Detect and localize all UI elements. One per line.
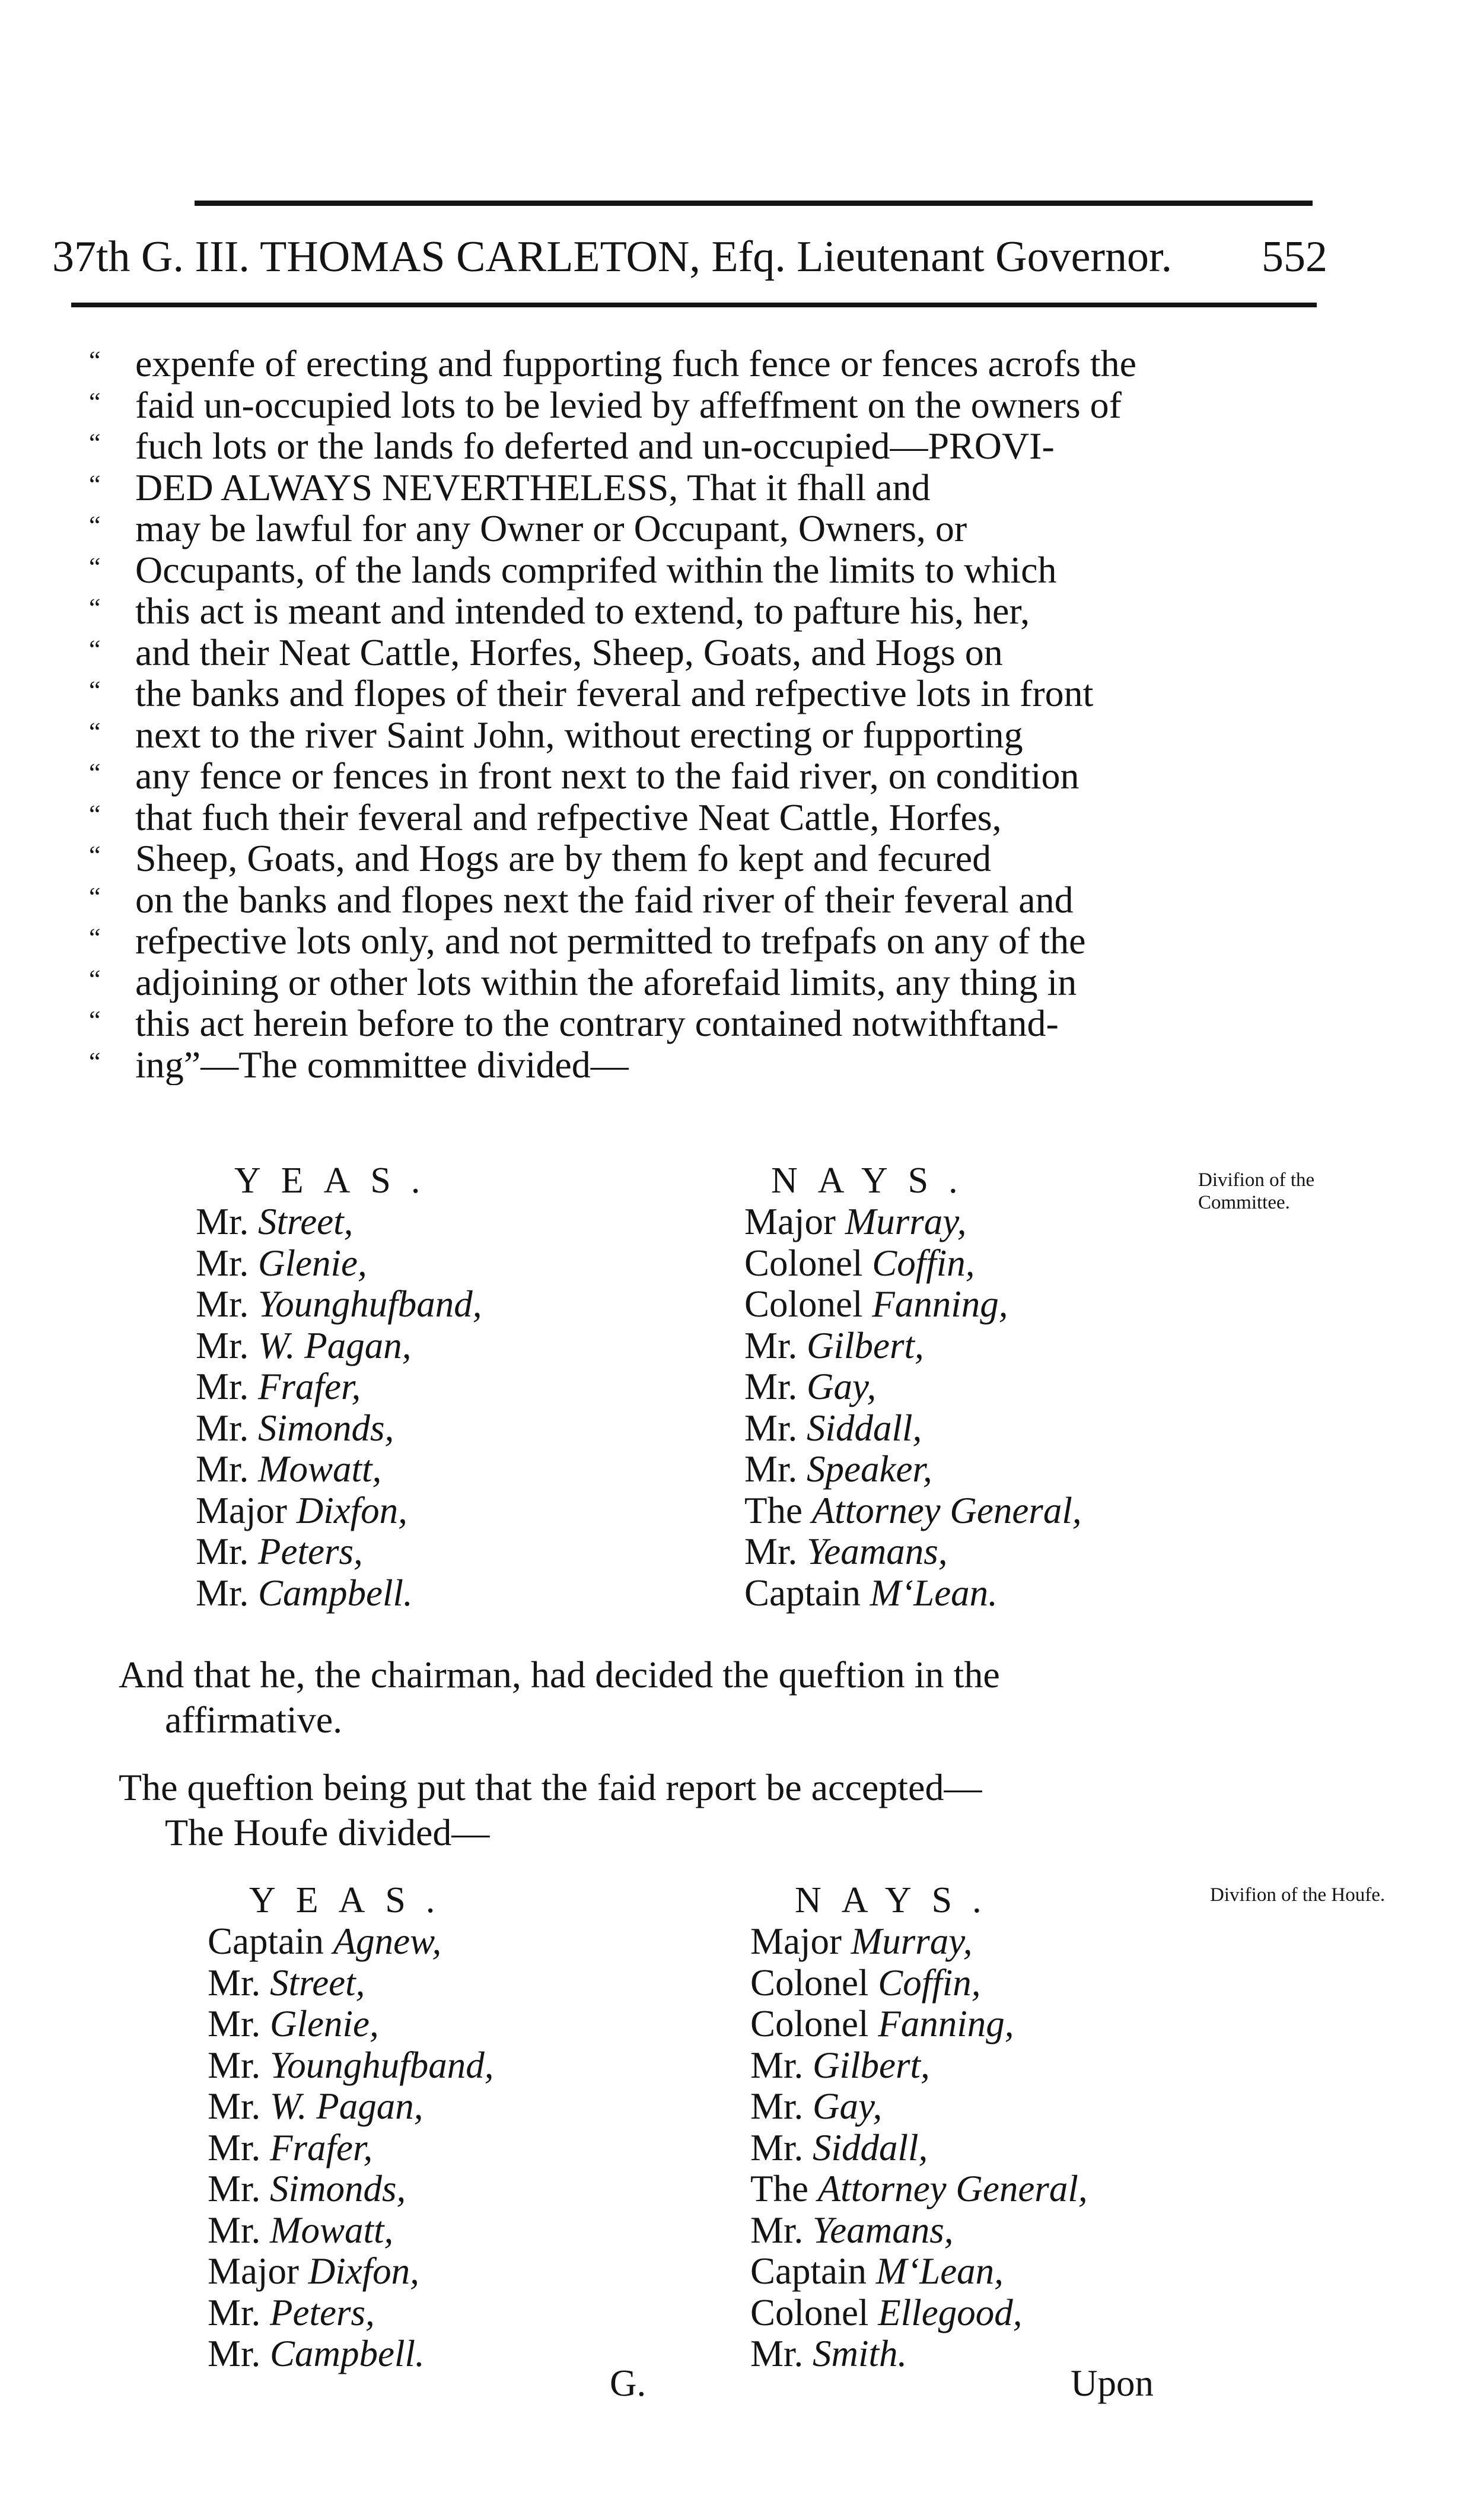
member-title: Mr. [196,1572,249,1614]
quote-mark: “ [89,717,101,746]
member-title: Major [750,1920,842,1962]
running-header [52,224,1327,290]
member-name: Attorney General, [811,1489,1082,1531]
quote-line [89,632,1180,673]
member-name: Gay, [813,2085,883,2127]
quote-line [89,673,1180,714]
member-name: Street, [270,1961,365,2004]
member-entry [196,1325,482,1367]
member-title: Captain [744,1572,861,1614]
member-title: Colonel [750,2291,869,2333]
member-entry [196,1243,482,1284]
member-title: Colonel [750,2003,869,2044]
member-title: Mr. [196,1283,249,1325]
house-nays-heading: NAYS. [795,1880,1002,1920]
paragraph-line: The Houfe divided— [165,1811,490,1853]
quote-mark: “ [89,593,101,622]
quote-line [89,590,1180,632]
member-name: W. Pagan, [258,1324,412,1366]
member-name: Coffin, [872,1242,975,1284]
quote-line-text: on the banks and flopes next the faid river of their feveral and [135,879,1074,920]
member-title: Mr. [750,2209,804,2251]
member-name: Glenie, [258,1242,367,1284]
member-entry [208,1921,494,1963]
quote-line [89,1003,1180,1044]
member-title: Mr. [750,2126,804,2168]
quote-mark: “ [89,1047,101,1076]
member-title: Mr. [208,2085,261,2127]
quote-mark: “ [89,841,101,870]
member-name: W. Pagan, [270,2085,423,2127]
quote-line-text: this act herein before to the contrary contained notwithftand- [135,1003,1059,1044]
page-number: 552 [1262,233,1327,281]
quote-line [89,343,1180,384]
quote-mark: “ [89,634,101,664]
quote-line [89,962,1180,1003]
member-name: Mowatt, [270,2209,394,2251]
member-title: Mr. [208,1961,261,2004]
quote-mark: “ [89,387,101,416]
question-put-paragraph [119,1765,1210,1855]
member-entry [744,1284,1082,1325]
quote-line-text: DED ALWAYS NEVERTHELESS, That it fhall and [135,466,931,508]
member-name: Simonds, [258,1407,394,1449]
quote-line-text: Sheep, Goats, and Hogs are by them fo kept and fecured [135,838,992,879]
quote-mark: “ [89,964,101,994]
quote-mark: “ [89,1006,101,1035]
quote-line [89,384,1180,426]
paragraph-line: And that he, the chairman, had decided the queftion in the [119,1654,1000,1696]
member-title: Mr. [208,2044,261,2086]
catchword: Upon [1071,2362,1154,2404]
member-entry [208,2045,494,2087]
member-name: Ellegood, [878,2291,1023,2333]
member-name: Murray, [851,1920,973,1962]
member-entry [744,1201,1082,1243]
quote-line [89,549,1180,591]
member-title: Mr. [750,2333,804,2374]
member-name: Gilbert, [813,2044,930,2086]
member-name: Agnew, [333,1920,442,1962]
house-yeas-heading: YEAS. [249,1880,456,1920]
committee-yeas-list [196,1201,482,1614]
paragraph-line: The queftion being put that the faid report be accepted— [119,1766,982,1808]
member-entry [208,2004,494,2045]
member-entry [196,1201,482,1243]
member-title: Mr. [196,1407,249,1449]
committee-nays-heading: NAYS. [771,1160,978,1201]
member-entry [750,2292,1088,2334]
member-entry [744,1573,1082,1614]
member-entry [208,2086,494,2128]
member-name: Glenie, [270,2003,379,2044]
member-entry [744,1366,1082,1408]
member-entry [744,1449,1082,1490]
member-entry [208,2168,494,2210]
quote-line-text: next to the river Saint John, without erecting or fupporting [135,714,1023,755]
member-title: Mr. [196,1448,249,1490]
quote-line-text: may be lawful for any Owner or Occupant, Owners, or [135,508,967,549]
quote-line-text: refpective lots only, and not permitted to trefpafs on any of the [135,920,1086,962]
member-entry [196,1408,482,1449]
member-name: M‘Lean. [870,1572,998,1614]
member-name: Yeamans, [813,2209,954,2251]
member-name: Gilbert, [807,1324,924,1366]
sidenote-committee-division: Divifion of the Committee. [1198,1169,1315,1213]
quote-mark: “ [89,552,101,581]
quote-mark: “ [89,346,101,375]
member-name: Fanning, [878,2003,1014,2044]
member-name: Fanning, [872,1283,1008,1325]
member-name: Coffin, [878,1961,981,2004]
member-name: Mowatt, [258,1448,382,1490]
member-entry [208,2251,494,2292]
member-title: Mr. [208,2333,261,2374]
member-name: Attorney General, [817,2168,1088,2209]
quote-line [89,508,1180,549]
quote-mark: “ [89,511,101,540]
quote-line-text: Occupants, of the lands comprifed within the limits to which [135,549,1057,590]
member-entry [750,2086,1088,2128]
member-title: Colonel [750,1961,869,2004]
member-entry [196,1449,482,1490]
member-title: Mr. [196,1201,249,1242]
member-entry [208,1963,494,2004]
member-name: Younghufband, [270,2044,494,2086]
quote-line-text: that fuch their feveral and refpective Neat Cattle, Horfes, [135,796,1002,838]
committee-yeas-heading: YEAS. [234,1160,441,1201]
chairman-decision-paragraph [119,1652,1210,1742]
member-name: Frafer, [258,1366,361,1407]
quote-line [89,920,1180,962]
member-name: Siddall, [813,2126,928,2168]
member-name: Dixfon, [296,1489,407,1531]
quoted-act-text [89,343,1180,1085]
member-title: Mr. [744,1531,798,1572]
paragraph-line: affirmative. [165,1699,343,1741]
running-header-title: 37th G. III. THOMAS CARLETON, Efq. Lieutenant Governor. [52,233,1173,281]
member-name: Gay, [807,1366,877,1407]
member-name: Siddall, [807,1407,922,1449]
quote-line-text: ing”—The committee divided— [135,1044,629,1085]
member-title: Mr. [744,1366,798,1407]
member-title: Mr. [750,2044,804,2086]
member-entry [750,1921,1088,1963]
member-title: Major [744,1201,836,1242]
member-title: Colonel [744,1283,863,1325]
member-entry [196,1284,482,1325]
member-name: Peters, [258,1531,363,1572]
member-entry [196,1366,482,1408]
member-title: Captain [208,1920,324,1962]
quote-mark: “ [89,758,101,787]
header-rule-top [195,201,1313,206]
member-entry [750,2251,1088,2292]
member-name: Peters, [270,2291,375,2333]
house-nays-list [750,1921,1088,2375]
member-entry [750,2333,1088,2375]
quote-line [89,1044,1180,1086]
quote-line-text: this act is meant and intended to extend, to pafture his, her, [135,590,1030,632]
member-name: Smith. [813,2333,907,2374]
header-rule-bottom [71,303,1317,307]
member-entry [744,1408,1082,1449]
member-entry [750,2210,1088,2252]
member-title: Mr. [744,1324,798,1366]
quote-line [89,467,1180,508]
member-title: Mr. [196,1324,249,1366]
quote-line-text: expenfe of erecting and fupporting fuch fence or fences acrofs the [135,343,1137,384]
member-title: The [744,1489,802,1531]
member-name: Younghufband, [258,1283,482,1325]
sidenote-house-division: Divifion of the Houfe. [1210,1884,1386,1906]
member-entry [744,1490,1082,1532]
member-name: Campbell. [270,2333,425,2374]
member-title: Mr. [208,2168,261,2209]
member-name: Campbell. [258,1572,413,1614]
member-name: Street, [258,1201,354,1242]
member-title: Major [196,1489,287,1531]
member-title: Colonel [744,1242,863,1284]
quote-line-text: and their Neat Cattle, Horfes, Sheep, Goats, and Hogs on [135,631,1003,673]
member-entry [208,2128,494,2169]
quote-line [89,714,1180,756]
quote-line [89,879,1180,921]
member-name: Frafer, [270,2126,373,2168]
member-entry [750,1963,1088,2004]
member-entry [750,2004,1088,2045]
member-entry [208,2292,494,2334]
signature-mark: G. [610,2362,647,2404]
member-name: Murray, [845,1201,967,1242]
member-entry [208,2333,494,2375]
quote-line-text: any fence or fences in front next to the faid river, on condition [135,755,1079,797]
member-name: Simonds, [270,2168,406,2209]
member-title: Captain [750,2250,867,2292]
member-name: Yeamans, [807,1531,948,1572]
quote-line [89,425,1180,467]
member-title: Mr. [750,2085,804,2127]
quote-line-text: the banks and flopes of their feveral and refpective lots in front [135,673,1094,714]
committee-nays-list [744,1201,1082,1614]
member-title: Mr. [208,2291,261,2333]
house-yeas-list [208,1921,494,2375]
quote-mark: “ [89,923,101,952]
quote-line-text: faid un-occupied lots to be levied by affeffment on the owners of [135,384,1122,425]
member-entry [750,2045,1088,2087]
member-entry [750,2168,1088,2210]
member-entry [744,1243,1082,1284]
member-entry [750,2128,1088,2169]
member-title: Mr. [208,2126,261,2168]
member-title: Mr. [744,1448,798,1490]
member-title: Mr. [208,2003,261,2044]
member-name: Dixfon, [308,2250,419,2292]
member-entry [744,1325,1082,1367]
quote-mark: “ [89,882,101,911]
member-entry [744,1531,1082,1573]
member-title: Mr. [196,1242,249,1284]
member-name: M‘Lean, [875,2250,1004,2292]
quote-line-text: adjoining or other lots within the aforefaid limits, any thing in [135,961,1077,1003]
member-entry [196,1531,482,1573]
member-title: Mr. [196,1531,249,1572]
member-title: Mr. [744,1407,798,1449]
quote-mark: “ [89,469,101,499]
member-name: Speaker, [807,1448,932,1490]
quote-mark: “ [89,428,101,457]
quote-line [89,797,1180,838]
quote-line-text: fuch lots or the lands fo deferted and un-occupied—PROVI- [135,425,1055,467]
quote-mark: “ [89,676,101,705]
quote-line [89,755,1180,797]
member-title: Mr. [196,1366,249,1407]
member-entry [196,1490,482,1532]
quote-mark: “ [89,799,101,829]
member-title: Major [208,2250,299,2292]
member-title: The [750,2168,808,2209]
quote-line [89,838,1180,879]
member-title: Mr. [208,2209,261,2251]
member-entry [196,1573,482,1614]
member-entry [208,2210,494,2252]
